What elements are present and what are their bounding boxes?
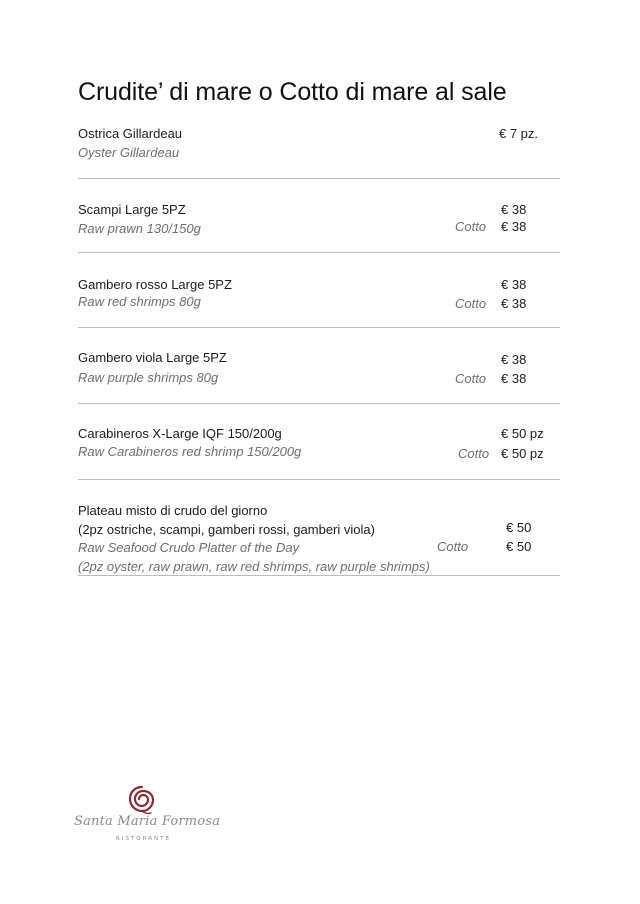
- logo-swirl-icon: [126, 784, 158, 816]
- item-plateau-raw-price: € 50: [506, 520, 532, 535]
- item-gambero-rosso-cotto-price: € 38: [501, 296, 527, 311]
- logo-script-text: Santa Maria Formosa: [74, 814, 221, 829]
- item-gambero-viola-cotto-price: € 38: [501, 371, 527, 386]
- item-carabineros-name: Carabineros X-Large IQF 150/200g: [78, 426, 282, 441]
- item-ostrica-price: € 7 pz.: [499, 126, 539, 141]
- item-ostrica-name: Ostrica Gillardeau: [78, 126, 183, 141]
- item-carabineros-cotto-label: Cotto: [458, 446, 490, 461]
- item-plateau-name: Plateau misto di crudo del giorno: [78, 503, 268, 518]
- divider: [78, 178, 560, 179]
- item-scampi-description: Raw prawn 130/150g: [78, 221, 201, 236]
- item-ostrica-description: Oyster Gillardeau: [78, 145, 180, 160]
- item-plateau-cotto-label: Cotto: [437, 539, 469, 554]
- item-scampi-cotto-price: € 38: [501, 219, 527, 234]
- item-gambero-rosso-description: Raw red shrimps 80g: [78, 294, 201, 309]
- item-plateau-cotto-price: € 50: [506, 539, 532, 554]
- item-plateau-name-detail: (2pz ostriche, scampi, gamberi rossi, gamberi viola): [78, 522, 375, 537]
- item-gambero-viola-cotto-label: Cotto: [455, 371, 487, 386]
- item-scampi-name: Scampi Large 5PZ: [78, 202, 186, 217]
- divider: [78, 327, 560, 328]
- divider: [78, 575, 560, 576]
- item-plateau-description-detail: (2pz oyster, raw prawn, raw red shrimps, raw purple shrimps): [78, 559, 430, 574]
- item-carabineros-description: Raw Carabineros red shrimp 150/200g: [78, 444, 302, 459]
- item-gambero-rosso-raw-price: € 38: [501, 277, 527, 292]
- item-scampi-cotto-label: Cotto: [455, 219, 487, 234]
- item-gambero-viola-description: Raw purple shrimps 80g: [78, 370, 219, 385]
- logo-subtitle: RISTORANTE: [116, 836, 171, 842]
- item-gambero-rosso-cotto-label: Cotto: [455, 296, 487, 311]
- page-title: Crudite’ di mare o Cotto di mare al sale: [78, 78, 507, 106]
- item-carabineros-cotto-price: € 50 pz: [501, 446, 544, 461]
- item-scampi-raw-price: € 38: [501, 202, 527, 217]
- item-gambero-viola-name: Gambero viola Large 5PZ: [78, 350, 227, 365]
- divider: [78, 403, 560, 404]
- divider: [78, 479, 560, 480]
- restaurant-logo: [74, 784, 221, 850]
- item-gambero-viola-raw-price: € 38: [501, 352, 527, 367]
- item-plateau-description: Raw Seafood Crudo Platter of the Day: [78, 540, 300, 555]
- divider: [78, 252, 560, 253]
- item-gambero-rosso-name: Gambero rosso Large 5PZ: [78, 277, 232, 292]
- item-carabineros-raw-price: € 50 pz: [501, 426, 544, 441]
